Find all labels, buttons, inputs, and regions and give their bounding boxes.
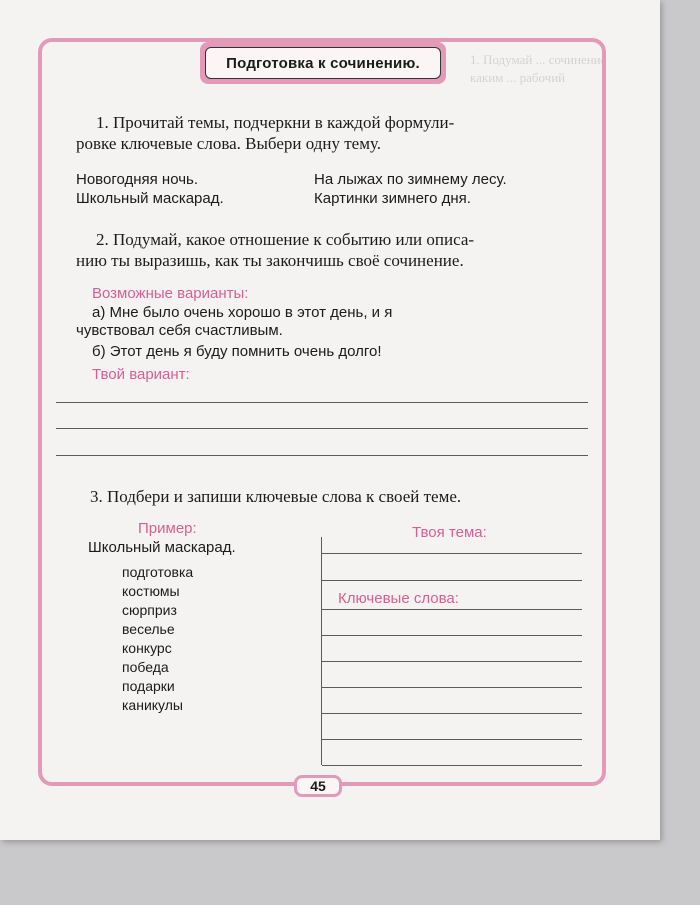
topic-answer-line[interactable] xyxy=(322,580,582,581)
topic-item: Картинки зимнего дня. xyxy=(314,190,471,207)
your-topic-label: Твоя тема: xyxy=(412,524,487,541)
example-word: победа xyxy=(122,659,169,675)
task1-text-line2: ровке ключевые слова. Выбери одну тему. xyxy=(76,134,382,153)
your-variant-label: Твой вариант: xyxy=(92,366,190,383)
variant-a-line2: чувствовал себя счастливым. xyxy=(76,322,283,339)
task3-text: 3. Подбери и запиши ключевые слова к своей теме. xyxy=(90,487,462,506)
keyword-answer-line[interactable] xyxy=(322,635,582,636)
answer-line[interactable] xyxy=(56,428,588,429)
example-word: конкурс xyxy=(122,640,172,656)
example-word: подарки xyxy=(122,678,175,694)
task1-text-line1: 1. Прочитай темы, подчеркни в каждой формули- xyxy=(96,113,455,132)
keyword-answer-line[interactable] xyxy=(322,687,582,688)
title-badge xyxy=(200,42,446,84)
bleed-through-text: каким ... рабочий xyxy=(470,70,566,85)
topic-answer-line[interactable] xyxy=(322,553,582,554)
variant-a-line1: а) Мне было очень хорошо в этот день, и я xyxy=(92,304,393,321)
column-divider xyxy=(321,537,322,765)
keyword-answer-line[interactable] xyxy=(322,765,582,766)
keyword-answer-line[interactable] xyxy=(322,661,582,662)
example-title: Школьный маскарад. xyxy=(88,539,236,556)
task2-text-line1: 2. Подумай, какое отношение к событию или описа- xyxy=(96,230,475,249)
keywords-label: Ключевые слова: xyxy=(338,590,459,607)
example-word: сюрприз xyxy=(122,602,177,618)
bleed-through-text: 1. Подумай ... сочинение xyxy=(470,52,607,67)
keyword-answer-line[interactable] xyxy=(322,609,582,610)
example-word: костюмы xyxy=(122,583,180,599)
task2-text-line2: нию ты выразишь, как ты закончишь своё сочинение. xyxy=(76,251,464,270)
keyword-answer-line[interactable] xyxy=(322,713,582,714)
example-word: веселье xyxy=(122,621,175,637)
topic-item: Новогодняя ночь. xyxy=(76,171,199,188)
page-title: Подготовка к сочинению. xyxy=(205,47,441,79)
variant-b: б) Этот день я буду помнить очень долго! xyxy=(92,343,382,360)
page-number: 45 xyxy=(294,775,342,797)
topic-item: Школьный маскарад. xyxy=(76,190,224,207)
topic-item: На лыжах по зимнему лесу. xyxy=(314,171,507,188)
variants-label: Возможные варианты: xyxy=(92,285,249,302)
answer-line[interactable] xyxy=(56,455,588,456)
answer-line[interactable] xyxy=(56,402,588,403)
example-label: Пример: xyxy=(138,520,197,537)
keyword-answer-line[interactable] xyxy=(322,739,582,740)
example-word: каникулы xyxy=(122,697,183,713)
example-word: подготовка xyxy=(122,564,194,580)
